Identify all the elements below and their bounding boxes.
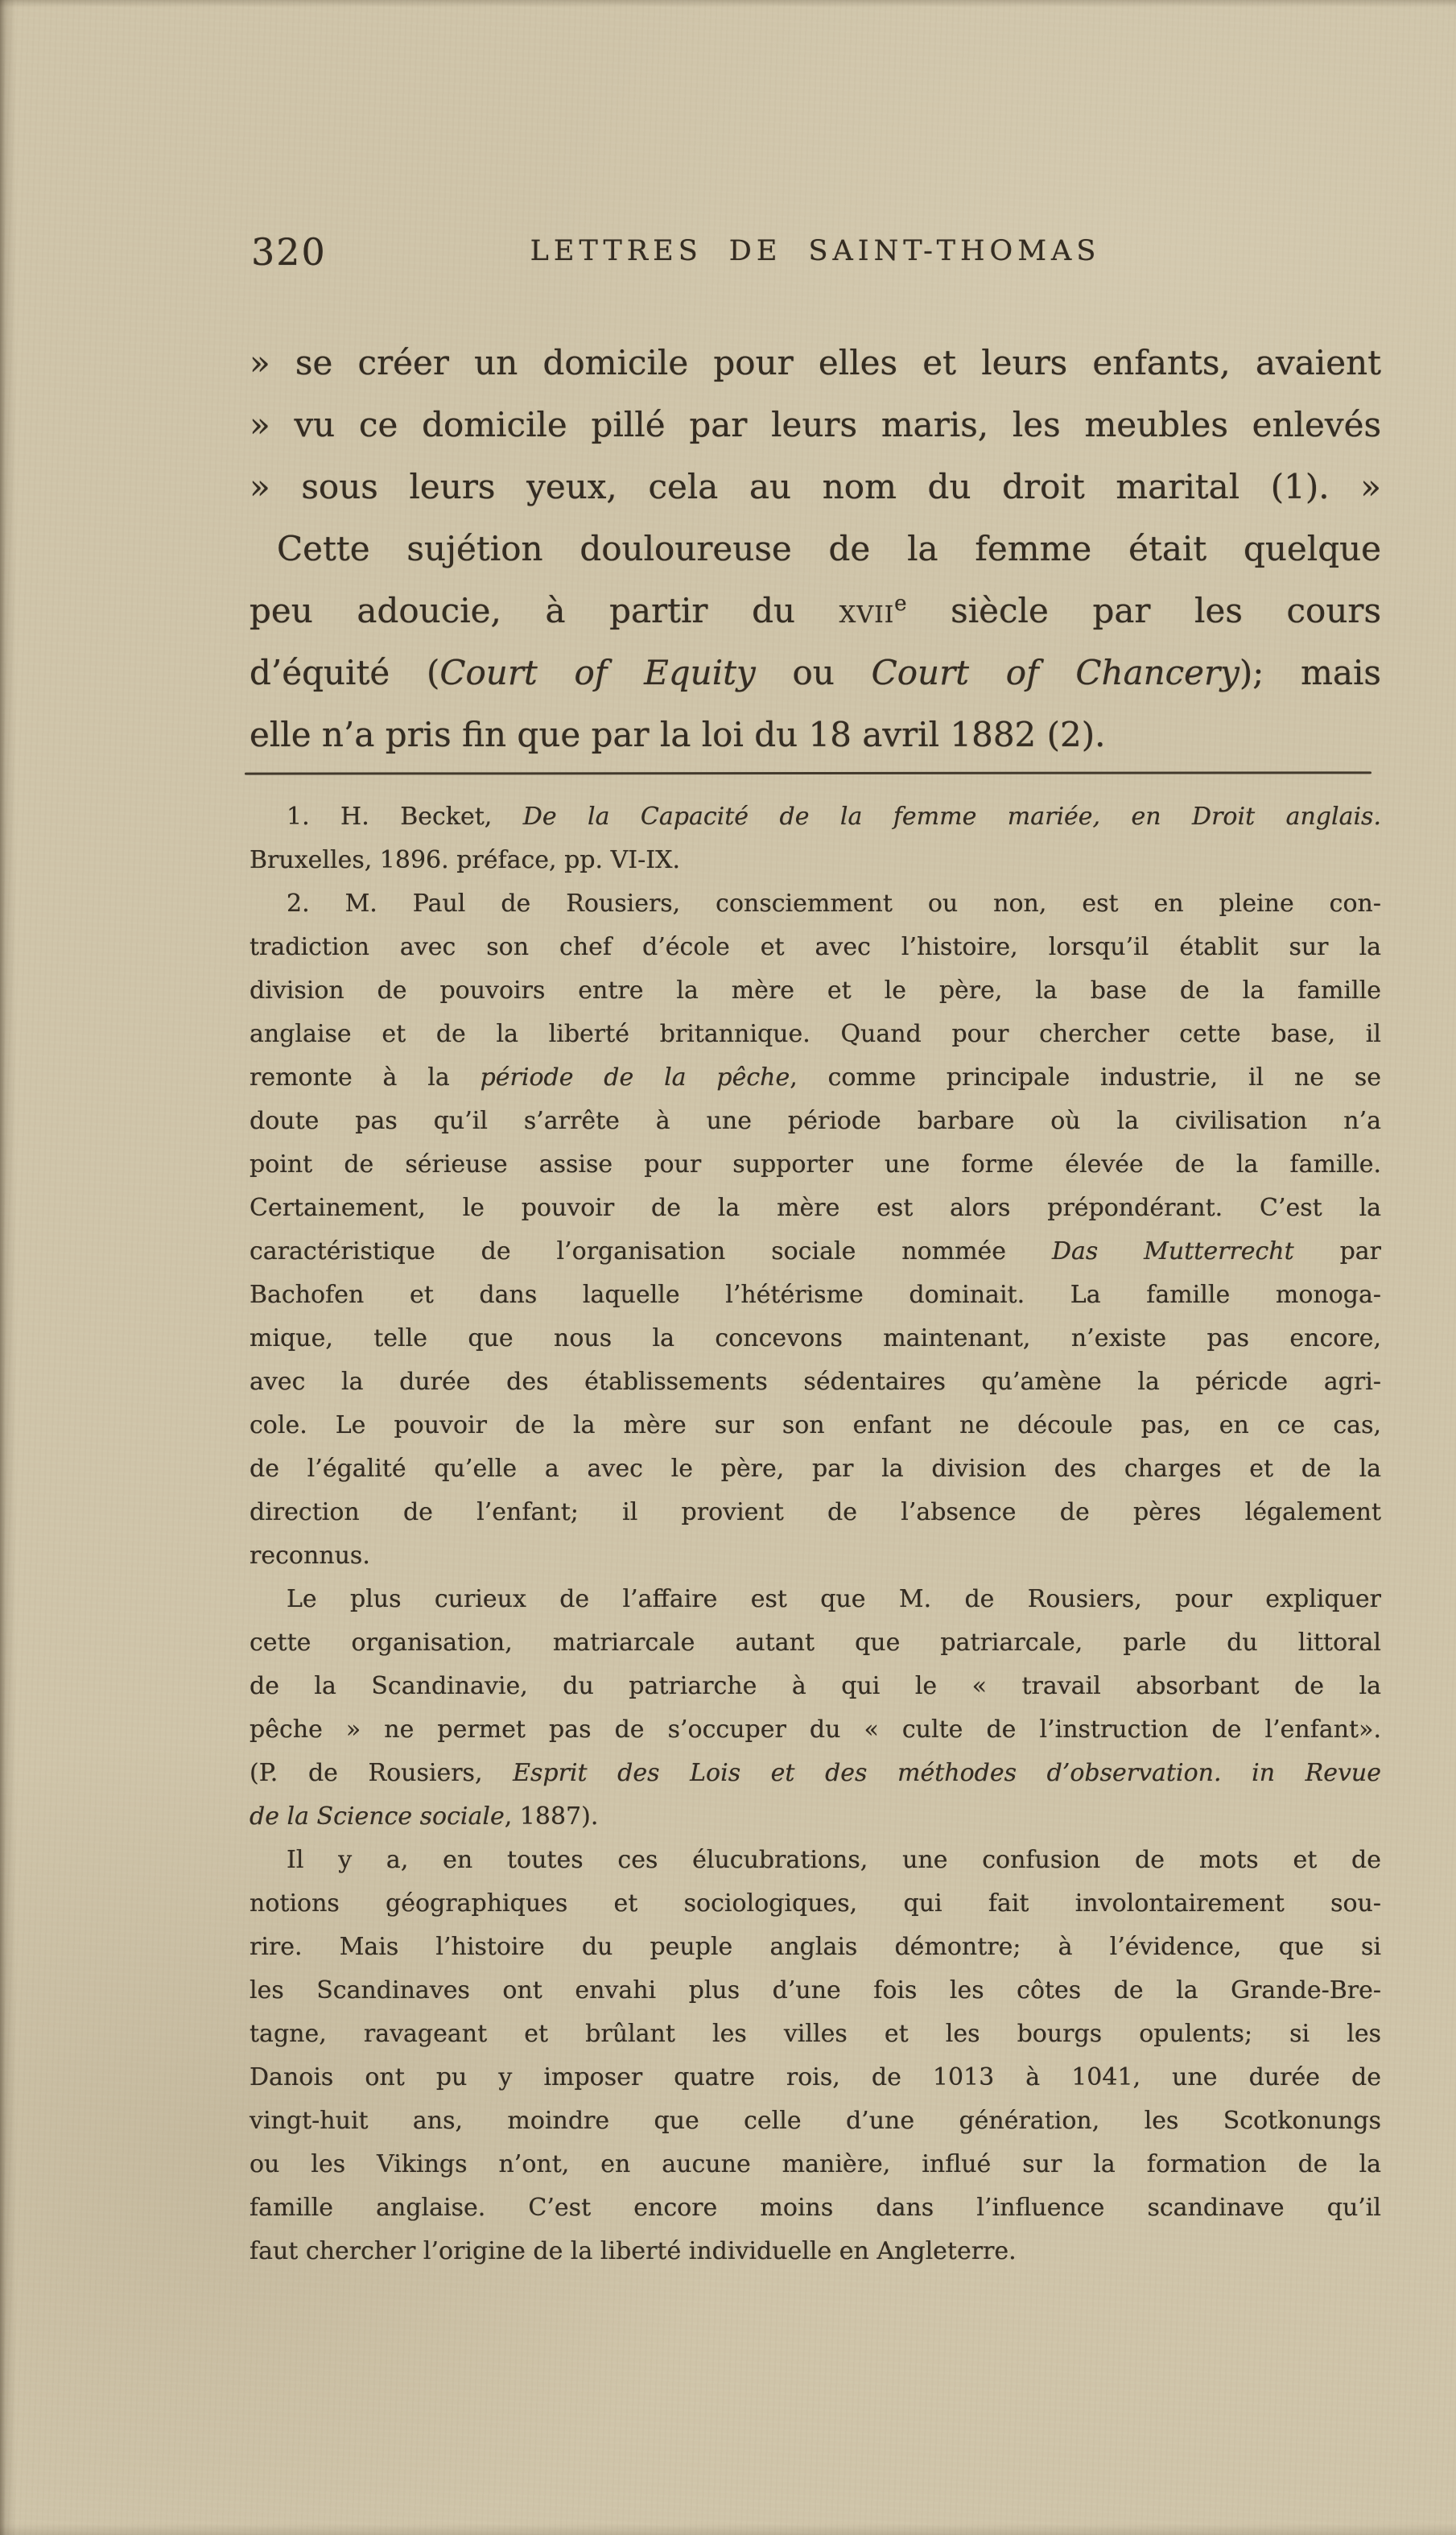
text-segment: De la Capacité de la femme mariée, en Droit anglais. — [522, 803, 1381, 831]
main-text-block — [250, 332, 1381, 766]
text-line — [250, 1708, 1381, 1752]
text-segment: faut chercher l’origine de la liberté individuelle en Angleterre. — [250, 2237, 1017, 2265]
text-segment: , 1887). — [504, 1802, 599, 1831]
text-segment: ); mais — [1239, 653, 1381, 692]
text-segment: Esprit des Lois et des méthodes d’observation. in Revue — [513, 1759, 1381, 1787]
running-title: LETTRES DE SAINT-THOMAS — [530, 235, 1101, 267]
text-line — [250, 2099, 1381, 2143]
text-segment: Cette sujétion douloureuse de la femme était quelque — [277, 529, 1381, 568]
text-segment: division de pouvoirs entre la mère et le père, la base de la famille — [250, 976, 1381, 1005]
text-segment: Certainement, le pouvoir de la mère est alors prépondérant. C’est la — [250, 1194, 1381, 1222]
text-segment: point de sérieuse assise pour supporter une forme élevée de la famille. — [250, 1150, 1381, 1179]
text-line — [250, 926, 1381, 969]
text-segment: elle n’a pris fin que par la loi du 18 avril 1882 (2). — [250, 715, 1106, 754]
text-line — [250, 1578, 1381, 1621]
text-line — [250, 1882, 1381, 1926]
text-line — [250, 2230, 1381, 2273]
text-line — [250, 1143, 1381, 1187]
text-line — [250, 456, 1381, 518]
text-segment: Court of Equity — [439, 653, 756, 692]
text-segment: caractéristique de l’organisation sociale nommée — [250, 1237, 1052, 1265]
text-line — [250, 1491, 1381, 1534]
text-line — [250, 2013, 1381, 2056]
text-segment: Court of Chancery — [871, 653, 1239, 692]
text-line — [250, 839, 1381, 882]
text-line — [250, 1274, 1381, 1317]
text-line — [250, 704, 1381, 766]
text-segment: par — [1293, 1237, 1382, 1265]
text-segment: siècle par les cours — [906, 591, 1381, 630]
text-segment: d’équité ( — [250, 653, 440, 692]
text-segment: de l’égalité qu’elle a avec le père, par la division des charges et de la — [250, 1455, 1381, 1483]
page-number: 320 — [251, 230, 327, 274]
text-line — [250, 1839, 1381, 1882]
text-segment: Il y a, en toutes ces élucubrations, une confusion de mots et de — [287, 1846, 1381, 1874]
text-segment: vingt-huit ans, moindre que celle d’une génération, les Scotkonungs — [250, 2107, 1381, 2135]
text-line — [250, 1621, 1381, 1665]
text-segment: (P. de Rousiers, — [250, 1759, 514, 1787]
text-segment: notions géographiques et sociologiques, qui fait involontairement sou- — [250, 1889, 1381, 1918]
text-line — [250, 1665, 1381, 1708]
text-segment: Le plus curieux de l’affaire est que M. de Rousiers, pour expliquer — [287, 1585, 1381, 1613]
text-segment: cole. Le pouvoir de la mère sur son enfant ne découle pas, en ce cas, — [250, 1411, 1381, 1439]
text-line — [250, 1752, 1381, 1795]
page-header — [250, 230, 1381, 283]
text-line — [250, 1230, 1381, 1274]
text-segment: remonte à la — [250, 1063, 481, 1092]
text-line — [250, 1187, 1381, 1230]
text-segment: » sous leurs yeux, cela au nom du droit marital (1). » — [250, 467, 1381, 506]
text-segment: xvii — [839, 591, 895, 630]
text-line — [250, 969, 1381, 1013]
text-line — [250, 642, 1381, 704]
text-line — [250, 1404, 1381, 1447]
text-line — [250, 1056, 1381, 1100]
text-segment: Danois ont pu y imposer quatre rois, de 1013 à 1041, une durée de — [250, 2063, 1381, 2091]
text-line — [250, 518, 1381, 580]
text-segment: Bachofen et dans laquelle l’hétérisme dominait. La famille monoga- — [250, 1281, 1381, 1309]
text-line — [250, 1100, 1381, 1143]
text-line — [250, 2186, 1381, 2230]
text-segment: 1. H. Becket, — [287, 803, 523, 831]
text-segment: ou les Vikings n’ont, en aucune manière, influé sur la formation de la — [250, 2150, 1381, 2178]
text-line — [250, 882, 1381, 926]
text-segment: mique, telle que nous la concevons maintenant, n’existe pas encore, — [250, 1324, 1381, 1352]
text-segment: direction de l’enfant; il provient de l’absence de pères légalement — [250, 1498, 1381, 1526]
text-segment: de la Scandinavie, du patriarche à qui le « travail absorbant de la — [250, 1672, 1381, 1700]
text-segment: 2. M. Paul de Rousiers, consciemment ou non, est en pleine con- — [287, 890, 1381, 918]
text-segment: e — [894, 592, 907, 616]
text-segment: , comme principale industrie, il ne se — [790, 1063, 1382, 1092]
text-line — [250, 1013, 1381, 1056]
text-line — [250, 1969, 1381, 2013]
text-segment: anglaise et de la liberté britannique. Quand pour chercher cette base, il — [250, 1020, 1381, 1048]
footnote-separator-rule — [245, 771, 1371, 774]
text-segment: de la Science sociale — [250, 1802, 505, 1831]
text-line — [250, 580, 1381, 642]
text-segment: famille anglaise. C’est encore moins dans l’influence scandinave qu’il — [250, 2194, 1381, 2222]
text-segment: les Scandinaves ont envahi plus d’une fois les côtes de la Grande-Bre- — [250, 1976, 1381, 2004]
text-line — [250, 2143, 1381, 2186]
text-segment: reconnus. — [250, 1542, 370, 1570]
text-segment: » se créer un domicile pour elles et leurs enfants, avaient — [250, 343, 1381, 382]
text-segment: pêche » ne permet pas de s’occuper du « culte de l’instruction de l’enfant». — [250, 1715, 1381, 1744]
text-line — [250, 332, 1381, 394]
text-segment: avec la durée des établissements sédentaires qu’amène la péricde agri- — [250, 1368, 1381, 1396]
text-line — [250, 1447, 1381, 1491]
text-segment: ou — [755, 653, 872, 692]
text-segment: tradiction avec son chef d’école et avec l’histoire, lorsqu’il établit sur la — [250, 933, 1381, 961]
text-line — [250, 394, 1381, 456]
text-segment: Das Mutterrecht — [1051, 1237, 1294, 1265]
text-segment: Bruxelles, 1896. préface, pp. VI-IX. — [250, 846, 681, 874]
text-line — [250, 1360, 1381, 1404]
text-line — [250, 1926, 1381, 1969]
text-segment: » vu ce domicile pillé par leurs maris, les meubles enlevés — [250, 405, 1381, 444]
text-line — [250, 1317, 1381, 1360]
text-segment: cette organisation, matriarcale autant que patriarcale, parle du littoral — [250, 1629, 1381, 1657]
page-content — [250, 0, 1381, 2535]
text-line — [250, 1795, 1381, 1839]
text-segment: tagne, ravageant et brûlant les villes et les bourgs opulents; si les — [250, 2020, 1381, 2048]
text-segment: rire. Mais l’histoire du peuple anglais démontre; à l’évidence, que si — [250, 1933, 1381, 1961]
text-line — [250, 1534, 1381, 1578]
text-segment: peu adoucie, à partir du — [250, 591, 839, 630]
text-line — [250, 2056, 1381, 2099]
text-line — [250, 795, 1381, 839]
text-segment: période de la pêche — [480, 1063, 790, 1092]
text-segment: doute pas qu’il s’arrête à une période barbare où la civilisation n’a — [250, 1107, 1381, 1135]
footnotes-block — [250, 795, 1381, 2273]
